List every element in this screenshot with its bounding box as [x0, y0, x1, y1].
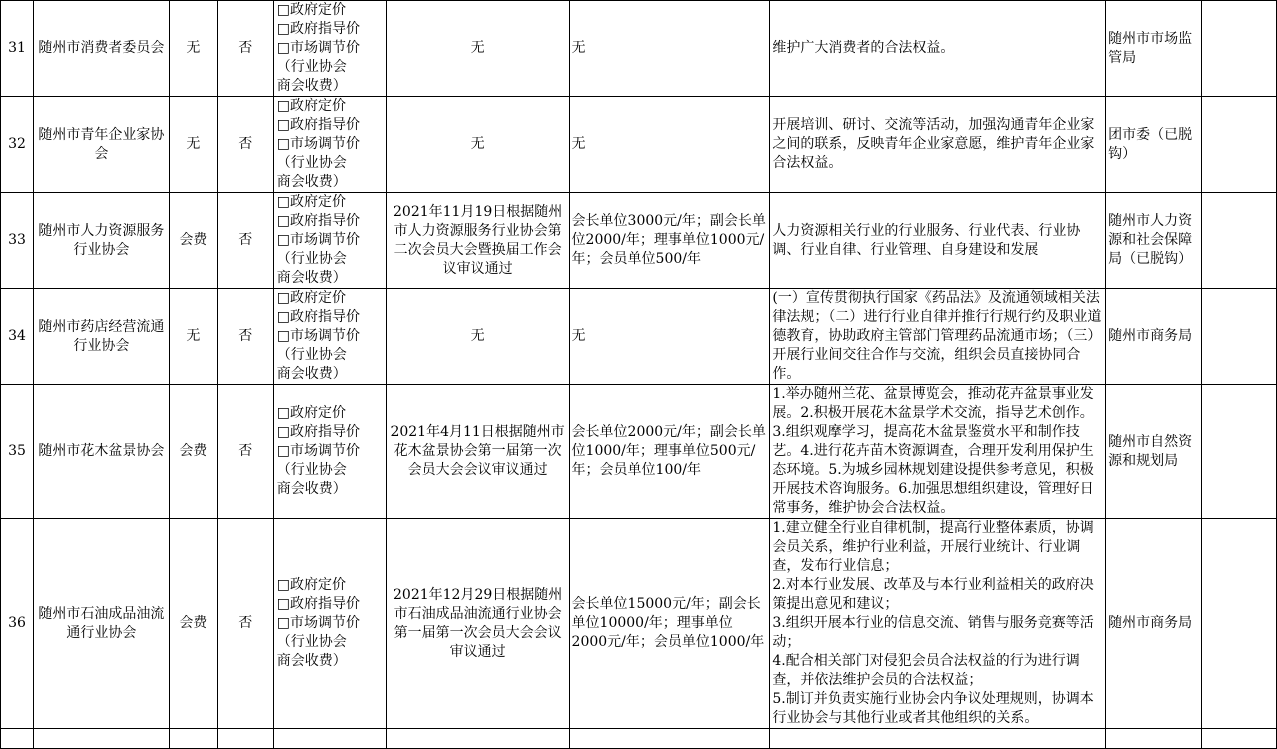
approval-basis: 2021年11月19日根据随州市人力资源服务行业协会第二次会员大会暨换届工作会议审议通过: [386, 193, 569, 289]
supervising-unit: 随州市市场监管局: [1106, 1, 1202, 97]
flag-value: 否: [217, 97, 273, 193]
remarks-cell: [1202, 193, 1277, 289]
price-option: 商会收费）: [276, 366, 347, 382]
price-option: （行业协会: [276, 634, 347, 650]
price-option: 商会收费）: [276, 174, 347, 190]
flag-value: 否: [217, 385, 273, 519]
fee-type: 会费: [169, 193, 217, 289]
remarks-cell: [1202, 97, 1277, 193]
price-option: □政府定价: [276, 577, 346, 593]
price-options: [273, 519, 386, 729]
price-options: [273, 193, 386, 289]
fee-standard: 会长单位3000元/年；副会长单位2000/年；理事单位1000元/年；会员单位500/年: [569, 193, 770, 289]
price-options: [273, 97, 386, 193]
price-option: （行业协会: [276, 155, 347, 171]
price-option: □政府指导价: [276, 213, 360, 229]
price-option: □政府定价: [276, 2, 346, 18]
row-number: 36: [1, 519, 34, 729]
association-name: 随州市消费者委员会: [33, 1, 169, 97]
row-number: 35: [1, 385, 34, 519]
fee-standard: 会长单位2000元/年；副会长单位1000/年；理事单位500元/年；会员单位100/年: [569, 385, 770, 519]
price-options: [273, 289, 386, 385]
flag-value: 否: [217, 289, 273, 385]
business-scope: 开展培训、研讨、交流等活动，加强沟通青年企业家之间的联系，反映青年企业家意愿，维护青年企业家合法权益。: [770, 97, 1106, 193]
price-option: □政府指导价: [276, 117, 360, 133]
price-option: □市场调节价: [276, 615, 360, 631]
price-option: □政府定价: [276, 290, 346, 306]
price-option: （行业协会: [276, 347, 347, 363]
price-option: □政府定价: [276, 405, 346, 421]
association-name: 随州市花木盆景协会: [33, 385, 169, 519]
business-scope: 人力资源相关行业的行业服务、行业代表、行业协调、行业自律、行业管理、自身建设和发展: [770, 193, 1106, 289]
fee-type: 会费: [169, 385, 217, 519]
row-number: 33: [1, 193, 34, 289]
supervising-unit: 随州市自然资源和规划局: [1106, 385, 1202, 519]
price-option: □政府指导价: [276, 21, 360, 37]
price-option: （行业协会: [276, 251, 347, 267]
price-option: □市场调节价: [276, 40, 360, 56]
price-option: □市场调节价: [276, 443, 360, 459]
approval-basis: 2021年4月11日根据随州市花木盆景协会第一届第一次会员大会会议审议通过: [386, 385, 569, 519]
table-row: [1, 1, 1277, 97]
business-scope: (一）宣传贯彻执行国家《药品法》及流通领域相关法律法规；（二）进行行业自律并推行行规行约及职业道德教育，协助政府主管部门管理药品流通市场；（三）开展行业间交往合作与交流，组织会员直接协同合作。: [770, 289, 1106, 385]
table-row: [1, 193, 1277, 289]
price-option: □政府指导价: [276, 309, 360, 325]
supervising-unit: 随州市人力资源和社会保障局（已脱钩）: [1106, 193, 1202, 289]
fee-standard: 无: [569, 1, 770, 97]
price-option: （行业协会: [276, 462, 347, 478]
fee-type: 无: [169, 97, 217, 193]
price-option: 商会收费）: [276, 653, 347, 669]
business-scope: 维护广大消费者的合法权益。: [770, 1, 1106, 97]
supervising-unit: 团市委（已脱钩）: [1106, 97, 1202, 193]
fee-type: 无: [169, 1, 217, 97]
approval-basis: 无: [386, 97, 569, 193]
supervising-unit: 随州市商务局: [1106, 289, 1202, 385]
association-name: 随州市青年企业家协会: [33, 97, 169, 193]
price-option: □政府定价: [276, 98, 346, 114]
approval-basis: 无: [386, 289, 569, 385]
row-number: 34: [1, 289, 34, 385]
association-name: 随州市石油成品油流通行业协会: [33, 519, 169, 729]
price-option: □市场调节价: [276, 136, 360, 152]
remarks-cell: [1202, 385, 1277, 519]
price-option: □政府定价: [276, 194, 346, 210]
approval-basis: 无: [386, 1, 569, 97]
remarks-cell: [1202, 519, 1277, 729]
remarks-cell: [1202, 1, 1277, 97]
flag-value: 否: [217, 1, 273, 97]
price-option: 商会收费）: [276, 481, 347, 497]
table-row: [1, 289, 1277, 385]
price-options: [273, 385, 386, 519]
price-option: □市场调节价: [276, 328, 360, 344]
business-scope: 1.建立健全行业自律机制，提高行业整体素质，协调会员关系，维护行业利益，开展行业统计、行业调查，发布行业信息； 2.对本行业发展、改革及与本行业利益相关的政府决策提出意见和建议； 3.组织开展本行业的信息交流、销售与服务竞赛等活动； 4.配合相关部门对侵犯会员合法权益的行为进行调查，并依法维护会员的合法权益； 5.制订并负责实施行业协会内争议处理规则，协调本行业协会与其他行业或者其他组织的关系。: [770, 519, 1106, 729]
fee-type: 会费: [169, 519, 217, 729]
price-option: （行业协会: [276, 59, 347, 75]
approval-basis: 2021年12月29日根据随州市石油成品油流通行业协会第一届第一次会员大会会议审议通过: [386, 519, 569, 729]
fee-standard: 无: [569, 97, 770, 193]
table-row: [1, 519, 1277, 729]
association-name: 随州市药店经营流通行业协会: [33, 289, 169, 385]
flag-value: 否: [217, 193, 273, 289]
price-option: □政府指导价: [276, 424, 360, 440]
row-number: 31: [1, 1, 34, 97]
price-option: 商会收费）: [276, 270, 347, 286]
price-option: □政府指导价: [276, 596, 360, 612]
table-row: [1, 385, 1277, 519]
flag-value: 否: [217, 519, 273, 729]
row-number: 32: [1, 97, 34, 193]
price-option: □市场调节价: [276, 232, 360, 248]
table-row: [1, 97, 1277, 193]
price-options: [273, 1, 386, 97]
fee-type: 无: [169, 289, 217, 385]
remarks-cell: [1202, 289, 1277, 385]
supervising-unit: 随州市商务局: [1106, 519, 1202, 729]
business-scope: 1.举办随州兰花、盆景博览会，推动花卉盆景事业发展。2.积极开展花木盆景学术交流，指导艺术创作。3.组织观摩学习，提高花木盆景鉴赏水平和制作技艺。4.进行花卉苗木资源调查，合理开发利用保护生态环境。5.为城乡园林规划建设提供参考意见，积极开展技术咨询服务。6.加强思想组织建设，管理好日常事务，维护协会合法权益。: [770, 385, 1106, 519]
price-option: 商会收费）: [276, 78, 347, 94]
association-name: 随州市人力资源服务行业协会: [33, 193, 169, 289]
fee-standard: 会长单位15000元/年；副会长单位10000/年；理事单位2000元/年；会员单位1000/年: [569, 519, 770, 729]
fee-standard: 无: [569, 289, 770, 385]
